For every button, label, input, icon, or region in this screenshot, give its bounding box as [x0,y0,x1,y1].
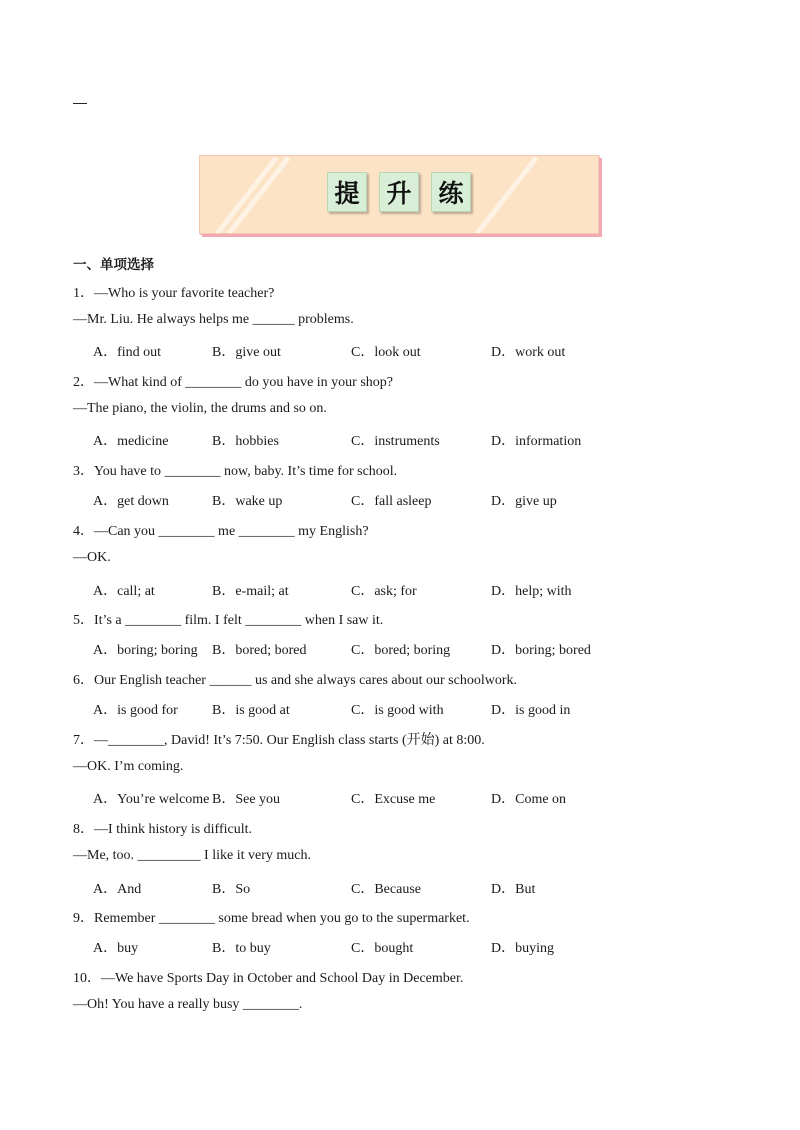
option-a[interactable]: A．buy [93,941,139,956]
question-line: 5．It’s a ________ film. I felt ________ when I saw it. [73,613,384,628]
option-c[interactable]: C．bored; boring [351,643,451,658]
option-b[interactable]: B．e-mail; at [212,584,289,599]
option-d[interactable]: D．buying [491,941,554,956]
question-line: —Me, too. _________ I like it very much. [73,848,311,863]
option-a[interactable]: A．call; at [93,584,155,599]
option-a[interactable]: A．is good for [93,703,178,718]
banner-char: 升 [379,172,419,212]
option-a[interactable]: A．boring; boring [93,643,198,658]
top-dash [73,103,87,104]
option-b[interactable]: B．So [212,882,251,897]
question-line: 1．—Who is your favorite teacher? [73,286,275,301]
option-d[interactable]: D．is good in [491,703,571,718]
option-c[interactable]: C．is good with [351,703,444,718]
option-b[interactable]: B．to buy [212,941,271,956]
question-line: 9．Remember ________ some bread when you go to the supermarket. [73,911,470,926]
question-line: 6．Our English teacher ______ us and she always cares about our schoolwork. [73,673,518,688]
option-a[interactable]: A．get down [93,494,169,509]
option-d[interactable]: D．work out [491,345,566,360]
option-b[interactable]: B．wake up [212,494,283,509]
question-line: —OK. I’m coming. [73,759,184,774]
question-line: 10．—We have Sports Day in October and School Day in December. [73,971,464,986]
option-c[interactable]: C．Because [351,882,421,897]
option-c[interactable]: C．look out [351,345,421,360]
option-b[interactable]: B．hobbies [212,434,279,449]
banner-title [327,172,471,212]
option-a[interactable]: A．find out [93,345,162,360]
question-line: —The piano, the violin, the drums and so on. [73,401,327,416]
option-b[interactable]: B．is good at [212,703,290,718]
question-line: —OK. [73,550,111,565]
banner-char: 提 [327,172,367,212]
question-line: 4．—Can you ________ me ________ my English? [73,524,369,539]
question-line: —Mr. Liu. He always helps me ______ problems. [73,312,354,327]
section-title: 一、单项选择 [73,257,154,273]
question-line: 7．—________, David! It’s 7:50. Our English class starts (开始) at 8:00. [73,733,485,748]
option-d[interactable]: D．boring; bored [491,643,591,658]
option-c[interactable]: C．fall asleep [351,494,432,509]
option-a[interactable]: A．And [93,882,142,897]
option-d[interactable]: D．information [491,434,582,449]
option-b[interactable]: B．bored; bored [212,643,307,658]
practice-banner [199,155,599,234]
question-line: 8．—I think history is difficult. [73,822,253,837]
option-c[interactable]: C．ask; for [351,584,417,599]
option-d[interactable]: D．help; with [491,584,572,599]
option-c[interactable]: C．bought [351,941,414,956]
question-line: —Oh! You have a really busy ________. [73,997,303,1012]
option-c[interactable]: C．instruments [351,434,440,449]
question-line: 3．You have to ________ now, baby. It’s time for school. [73,464,398,479]
option-d[interactable]: D．Come on [491,792,567,807]
option-b[interactable]: B．give out [212,345,281,360]
option-d[interactable]: D．give up [491,494,557,509]
option-a[interactable]: A．You’re welcome [93,792,210,807]
option-a[interactable]: A．medicine [93,434,169,449]
option-d[interactable]: D．But [491,882,536,897]
option-c[interactable]: C．Excuse me [351,792,436,807]
banner-char: 练 [431,172,471,212]
question-line: 2．—What kind of ________ do you have in your shop? [73,375,394,390]
option-b[interactable]: B．See you [212,792,281,807]
